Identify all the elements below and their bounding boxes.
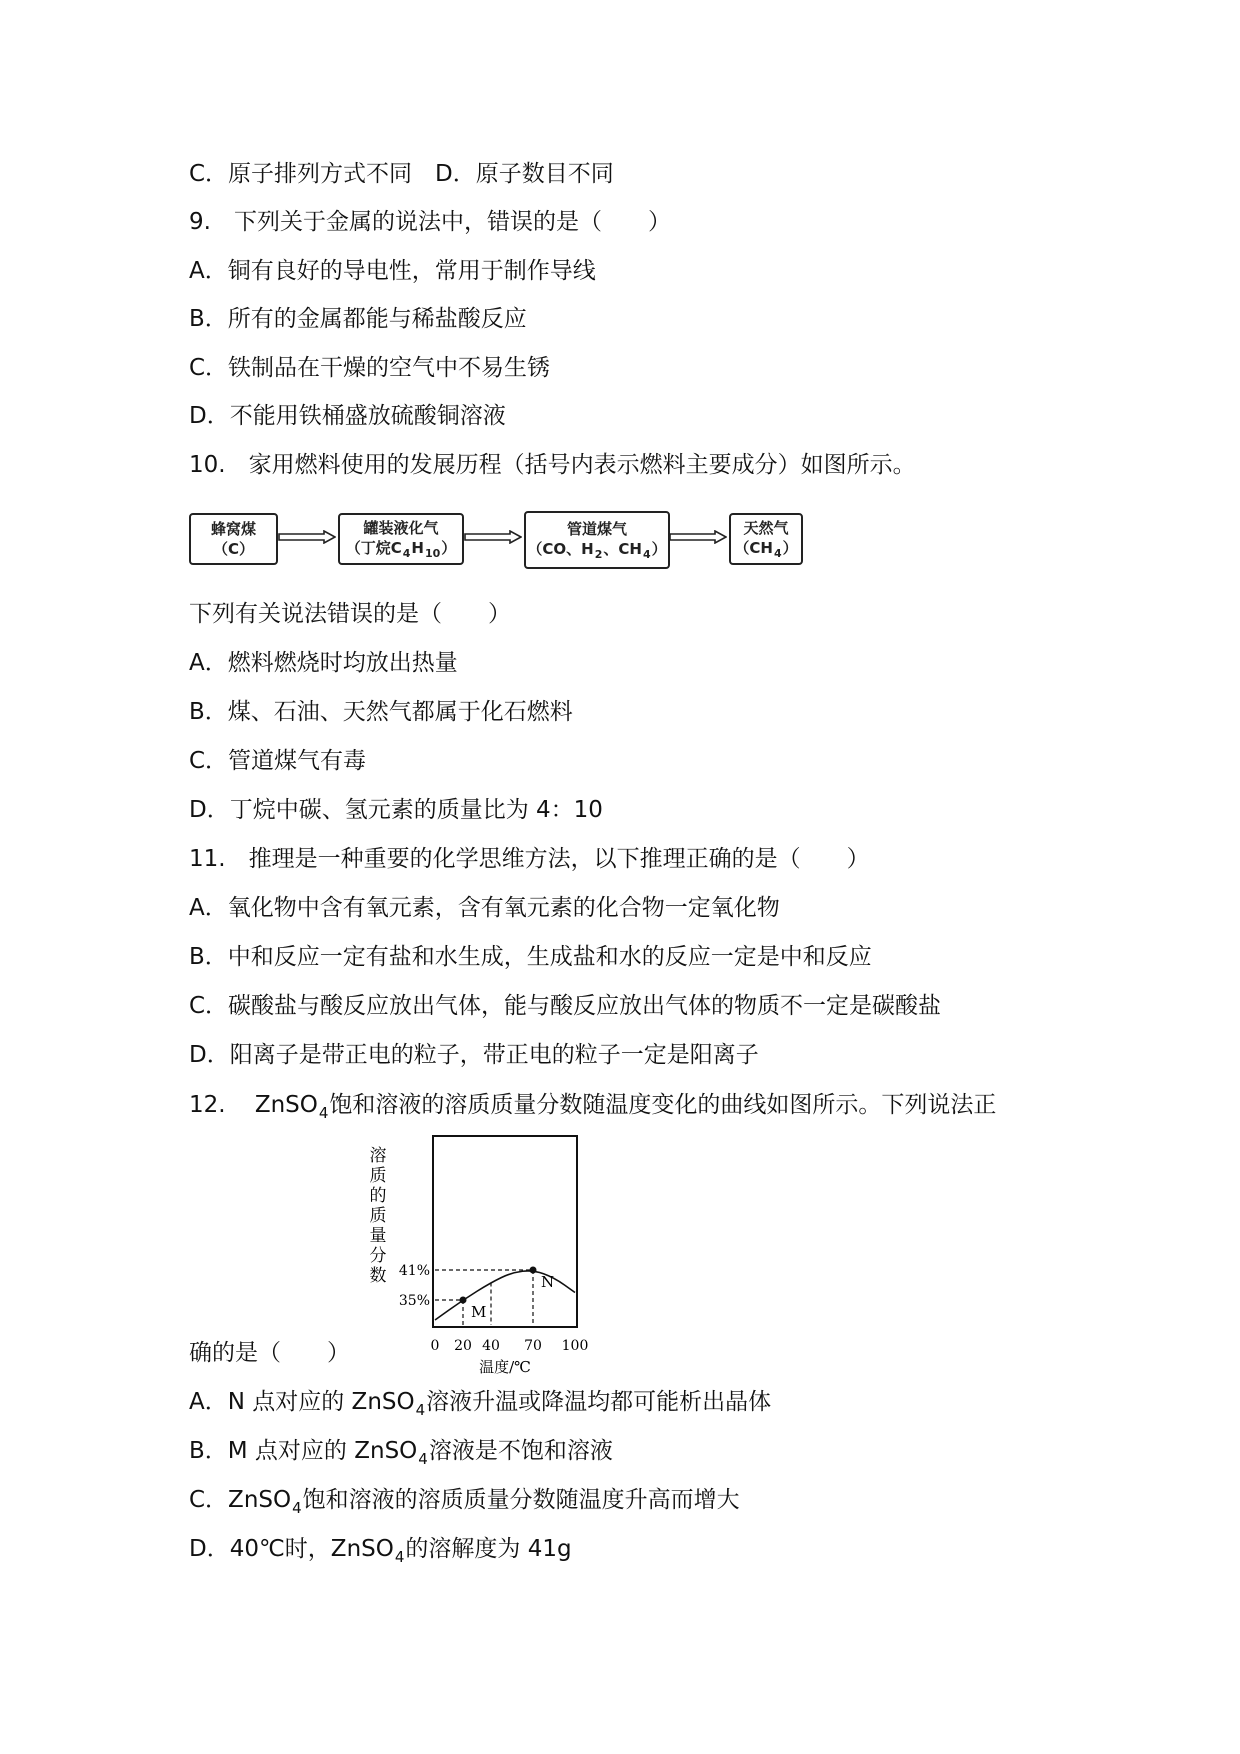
q9-option-a: A．铜有良好的导电性，常用于制作导线: [189, 258, 596, 284]
q9-option-d: D．不能用铁桶盛放硫酸铜溶液: [189, 403, 506, 429]
q11-stem: 11. 推理是一种重要的化学思维方法，以下推理正确的是（ ）: [189, 846, 870, 872]
arrow-icon: [278, 530, 336, 544]
q9-stem: 9. 下列关于金属的说法中，错误的是（ ）: [189, 209, 671, 235]
q10-option-a: A．燃料燃烧时均放出热量: [189, 650, 458, 676]
q10-sub-stem: 下列有关说法错误的是（ ）: [189, 601, 511, 627]
point-label: N: [541, 1273, 555, 1291]
fuel-box-lpg: [338, 513, 464, 565]
arrow-icon: [464, 530, 522, 544]
y-axis-label-char: 溶: [369, 1146, 387, 1166]
data-point: [460, 1297, 467, 1304]
q11-option-a: A．氧化物中含有氧元素，含有氧元素的化合物一定氧化物: [189, 895, 780, 921]
y-axis-label: [370, 1146, 387, 1286]
plot-frame: [433, 1136, 577, 1327]
q10-option-c: C．管道煤气有毒: [189, 748, 367, 774]
fuel-formula: $(CH_4)$: [734, 539, 798, 560]
y-axis-label-char: 质: [369, 1206, 387, 1226]
q12-option-d: D．40℃时，ZnSO$_4$的溶解度为 41g: [189, 1536, 572, 1566]
q12-stem: 12. ZnSO$_4$饱和溶液的溶质质量分数随温度变化的曲线如图所示。下列说法正: [189, 1092, 997, 1122]
q8-options-cd: C．原子排列方式不同 D．原子数目不同: [189, 161, 614, 187]
y-axis-label-char: 分: [369, 1246, 387, 1266]
y-tick-labels: [399, 1263, 430, 1309]
x-tick-label: 20: [454, 1338, 472, 1354]
fuel-box-natural-gas: [729, 513, 803, 565]
fuel-formula: （CO、$H_2$、$CH_4$）: [527, 540, 667, 561]
q10-stem: 10. 家用燃料使用的发展历程（括号内表示燃料主要成分）如图所示。: [189, 452, 916, 478]
y-tick-label: 35%: [398, 1293, 430, 1309]
q12-option-b: B．M 点对应的 ZnSO$_4$溶液是不饱和溶液: [189, 1438, 613, 1468]
x-tick-label: 100: [561, 1338, 589, 1354]
point-label: M: [471, 1303, 487, 1321]
q12-stem-continued: 确的是（ ）: [189, 1340, 350, 1366]
x-axis-label: 温度/℃: [479, 1358, 531, 1375]
y-axis-label-char: 数: [369, 1266, 387, 1286]
q11-option-b: B．中和反应一定有盐和水生成，生成盐和水的反应一定是中和反应: [189, 944, 872, 970]
q9-option-b: B．所有的金属都能与稀盐酸反应: [189, 306, 527, 332]
y-tick-label: 41%: [398, 1263, 430, 1279]
x-tick-label: 40: [482, 1338, 500, 1354]
q12-option-a: A．N 点对应的 ZnSO$_4$溶液升温或降温均都可能析出晶体: [189, 1389, 772, 1419]
arrow-icon: [669, 530, 727, 544]
y-axis-label-char: 质: [369, 1166, 387, 1186]
fuel-formula: （C）: [212, 540, 254, 558]
fuel-formula: （丁烷$C_4H_{10}$）: [345, 539, 457, 560]
fuel-name: 蜂窝煤: [210, 520, 256, 538]
y-axis-label-char: 的: [369, 1186, 387, 1206]
fuel-box-pipeline-gas: [524, 511, 670, 569]
q11-option-c: C．碳酸盐与酸反应放出气体，能与酸反应放出气体的物质不一定是碳酸盐: [189, 993, 942, 1019]
fuel-name: 罐装液化气: [363, 519, 439, 537]
q11-option-d: D．阳离子是带正电的粒子，带正电的粒子一定是阳离子: [189, 1042, 759, 1068]
solubility-chart: [360, 1135, 610, 1375]
q9-option-c: C．铁制品在干燥的空气中不易生锈: [189, 355, 551, 381]
fuel-name: 天然气: [743, 519, 789, 537]
data-point: [530, 1267, 537, 1274]
q12-option-c: C．ZnSO$_4$饱和溶液的溶质质量分数随温度升高而增大: [189, 1487, 740, 1517]
x-tick-labels: [431, 1338, 589, 1354]
x-tick-label: 70: [524, 1338, 542, 1354]
q10-option-b: B．煤、石油、天然气都属于化石燃料: [189, 699, 573, 725]
y-axis-label-char: 量: [369, 1226, 387, 1246]
fuel-name: 管道煤气: [566, 520, 627, 538]
q10-option-d: D．丁烷中碳、氢元素的质量比为 4：10: [189, 797, 603, 823]
fuel-box-honeycomb-coal: [189, 513, 278, 565]
x-tick-label: 0: [430, 1338, 440, 1354]
